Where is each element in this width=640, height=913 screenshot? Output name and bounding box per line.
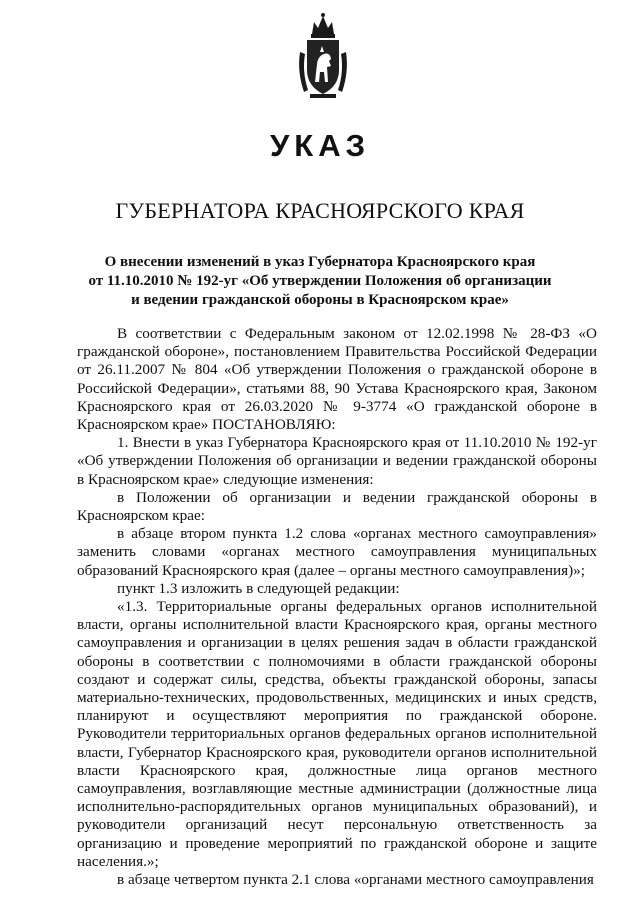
- subject-line: и ведении гражданской обороны в Красноярском крае»: [131, 292, 509, 308]
- body-paragraph: пункт 1.3 изложить в следующей редакции:: [117, 579, 400, 597]
- body-paragraph: в абзаце четвертом пункта 2.1 слова «органами местного самоуправления: [117, 871, 594, 889]
- decree-body: [77, 325, 597, 889]
- body-paragraph: в абзаце втором пункта 1.2 слова «органах местного самоуправления» заменить словами «органах местного самоуправления муниципальных образований Красноярского края (далее – органы местного самоуправления)»;: [77, 525, 597, 579]
- coat-of-arms-icon: [296, 12, 350, 102]
- body-paragraph-item-1: 1. Внести в указ Губернатора Красноярского края от 11.10.2010 № 192-уг «Об утверждении Положения об организации и ведении гражданской обороны в Красноярском крае» следующие изменения:: [77, 434, 597, 488]
- subject-line: от 11.10.2010 № 192-уг «Об утверждении Положения об организации: [88, 273, 552, 289]
- decree-subject: [80, 253, 560, 310]
- body-paragraph-quoted-item: «1.3. Территориальные органы федеральных органов исполнительной власти, органы исполнительной власти Красноярского края, органы местного самоуправления и организации в целях решения задач в области гражданской обороны в соответствии с полномочиями в области гражданской обороны создают и содержат силы, средства, объекты гражданской обороны, запасы материально-технических, продовольственных, медицинских и иных средств, планируют и осуществляют мероприятия по гражданской обороне. Руководители территориальных органов федеральных органов исполнительной власти, Губернатор Красноярского края, руководители органов исполнительной власти Красноярского края, должностные лица органов местного самоуправления, возглавляющие местные администрации (должностные лица исполнительно-распорядительных органов муниципальных образований), и руководители организаций несут персональную ответственность за организацию и проведение мероприятий по гражданской обороне и защите населения.»;: [77, 598, 597, 870]
- body-paragraph-preamble: В соответствии с Федеральным законом от 12.02.1998 № 28-ФЗ «О гражданской обороне», постановлением Правительства Российской Федерации от 26.11.2007 № 804 «Об утверждении Положения о гражданской обороне в Российской Федерации», статьями 88, 90 Устава Красноярского края, Законом Красноярского края от 26.03.2020 № 9-3774 «О гражданской обороне в Красноярском крае» ПОСТАНОВЛЯЮ:: [77, 325, 597, 434]
- document-type-title: УКАЗ: [269, 128, 370, 163]
- issuer-heading: ГУБЕРНАТОРА КРАСНОЯРСКОГО КРАЯ: [115, 198, 525, 223]
- body-paragraph: в Положении об организации и ведении гражданской обороны в Красноярском крае:: [77, 488, 597, 525]
- subject-line: О внесении изменений в указ Губернатора Красноярского края: [104, 254, 536, 270]
